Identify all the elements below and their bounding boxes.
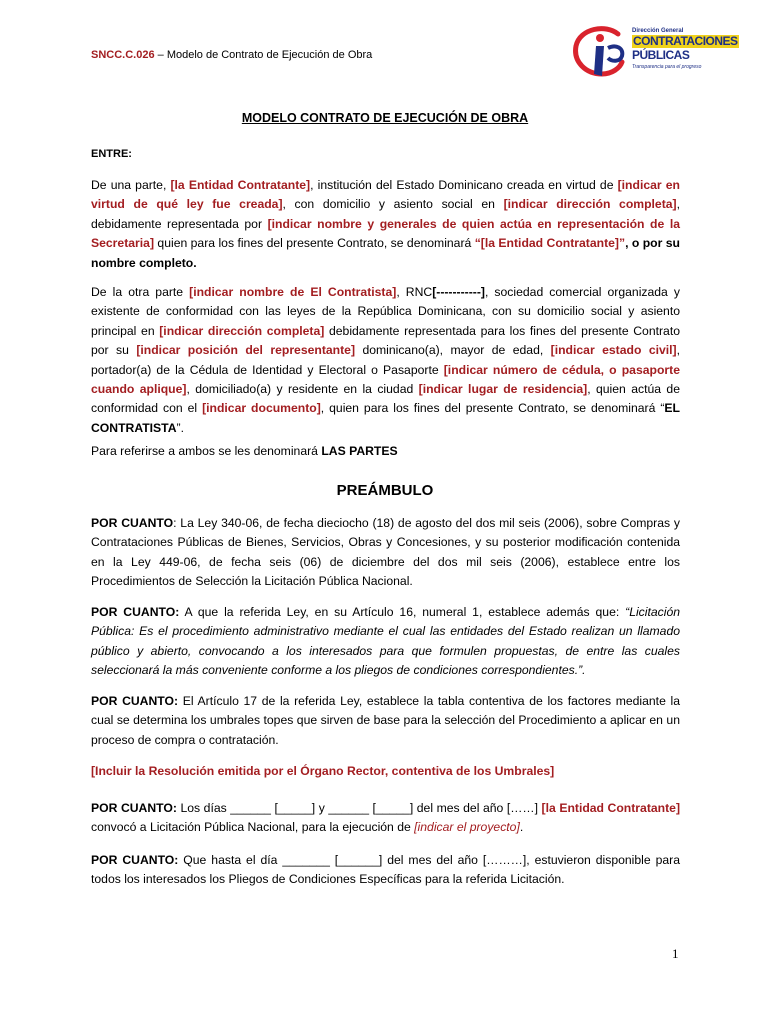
paragraph-las-partes	[91, 442, 680, 461]
placeholder-field: [indicar estado civil]	[550, 343, 677, 358]
dgcp-logo	[572, 24, 738, 80]
text-run: debidamente representada para los fines del presente Contrato por su	[91, 323, 680, 358]
logo-line-2: CONTRATACIONES	[633, 34, 738, 48]
text-run: dominicano(a), mayor de edad,	[355, 343, 551, 358]
paragraph-por-cuanto-2	[91, 603, 680, 681]
text-run: .	[519, 820, 524, 835]
placeholder-field: [indicar lugar de residencia]	[418, 382, 588, 397]
logo-tagline: Transparencia para el progreso	[632, 64, 702, 70]
text-run: , portador(a) de la Cédula de Identidad y Electoral o Pasaporte	[91, 343, 680, 377]
placeholder-field: [indicar dirección completa]	[159, 323, 325, 338]
bold-run: EL CONTRATISTA	[91, 401, 680, 435]
text-run: , quien actúa de conformidad con el	[91, 382, 680, 416]
logo-emblem-icon	[572, 24, 632, 80]
document-title: MODELO CONTRATO DE EJECUCIÓN DE OBRA	[241, 111, 529, 125]
quote-run: “Licitación Pública: Es el procedimiento administrativo mediante el cual las entidades del Estado realizan un llamado público y abierto, convocando a los interesados para que formulen propuestas, de entre las cuales seleccionará la más conveniente conforme a los pliegos de condiciones correspondientes.”.	[91, 605, 681, 678]
text-run: Para referirse a ambos se les denominará	[91, 444, 322, 458]
text-run: , con domicilio y asiento social en	[282, 197, 504, 212]
placeholder-field: [la Entidad Contratante]	[541, 801, 680, 815]
text-run: De una parte,	[91, 178, 171, 192]
por-cuanto-label: POR CUANTO:	[91, 853, 179, 867]
paragraph-por-cuanto-1	[91, 514, 680, 592]
bold-run: , o por su nombre completo.	[91, 236, 680, 270]
text-run: , institución del Estado Dominicano creada en virtud de	[310, 178, 618, 192]
placeholder-field: [indicar nombre y generales de quien actúa en representación de la Secretaria]	[91, 216, 680, 251]
text-run: , sociedad comercial organizada y existente de conformidad con las leyes de la República Dominicana, con su domicilio social y asiento principal en	[91, 285, 681, 338]
text-run: El Artículo 17 de la referida Ley, establece la tabla contentiva de los factores mediante la cual se determina los umbrales topes que sirven de base para la selección del Procedimiento a aplicar en un proceso de compra o contratación.	[91, 694, 680, 747]
text-run: , RNC	[396, 285, 433, 299]
text-run: Que hasta el día _______ [______] del mes del año [………], estuvieron disponible para todos los interesados los Pliegos de Condiciones Específicas para la referida Licitación.	[91, 853, 681, 887]
placeholder-field: [indicar en virtud de qué ley fue creada]	[91, 178, 680, 212]
paragraph-por-cuanto-5	[91, 851, 680, 890]
bold-run: LAS PARTES	[321, 444, 398, 458]
text-run: , domiciliado(a) y residente en la ciudad	[186, 382, 419, 397]
document-code: SNCC.C.026	[91, 49, 155, 61]
placeholder-field: [indicar documento]	[202, 401, 321, 416]
text-run: , quien para los fines del presente Contrato, se denominará “	[320, 401, 665, 416]
logo-line-3: PÚBLICAS	[632, 48, 690, 62]
por-cuanto-label: POR CUANTO:	[91, 605, 180, 619]
placeholder-field: [indicar nombre de El Contratista]	[189, 285, 397, 299]
placeholder-field: [la Entidad Contratante]	[170, 178, 311, 192]
note-umbrales	[91, 762, 680, 781]
text-run: , debidamente representada por	[91, 197, 680, 231]
text-run: A que la referida Ley, en su Artículo 16, numeral 1, establece además que:	[179, 605, 626, 619]
paragraph-por-cuanto-3	[91, 692, 680, 750]
text-run: De la otra parte	[91, 285, 190, 299]
placeholder-field: [indicar número de cédula, o pasaporte cuando aplique]	[91, 362, 680, 397]
placeholder-field: [indicar el proyecto]	[414, 820, 520, 835]
text-run: quien para los fines del presente Contrato, se denominará	[154, 236, 475, 251]
placeholder-field: [indicar posición del representante]	[136, 343, 356, 358]
header-separator: –	[154, 49, 167, 61]
logo-line-1: Dirección General	[632, 28, 684, 34]
por-cuanto-label: POR CUANTO:	[91, 694, 179, 708]
section-title-preambulo: PREÁMBULO	[336, 482, 434, 499]
placeholder-field: [indicar dirección completa]	[503, 197, 677, 212]
page-number: 1	[672, 946, 679, 961]
placeholder-field: [Incluir la Resolución emitida por el Órgano Rector, contentiva de los Umbrales]	[91, 764, 555, 778]
placeholder-field: “[la Entidad Contratante]”	[474, 236, 626, 251]
entre-label: ENTRE:	[91, 148, 132, 160]
text-run: ”.	[176, 420, 184, 435]
text-run: Los días ______ [_____] y ______ [_____] del mes del año [……]	[176, 801, 542, 815]
por-cuanto-label: POR CUANTO	[91, 516, 174, 530]
paragraph-entidad-contratante	[91, 176, 680, 273]
text-run: : La Ley 340-06, de fecha dieciocho (18) de agosto del dos mil seis (2006), sobre Compras y Contrataciones Públicas de Bienes, Servicios, Obras y Concesiones, y su posterior modificación contenida en la Ley 449-06, de fecha seis (06) de diciembre del dos mil seis (2006), establece entre los Procedimientos de Selección la Licitación Pública Nacional.	[91, 516, 680, 589]
paragraph-por-cuanto-4	[91, 799, 680, 838]
bold-run: [-----------]	[432, 285, 485, 299]
header-subtitle: Modelo de Contrato de Ejecución de Obra	[166, 49, 373, 61]
running-header	[91, 49, 372, 61]
paragraph-contratista	[91, 283, 680, 438]
por-cuanto-label: POR CUANTO:	[91, 801, 177, 815]
text-run: convocó a Licitación Pública Nacional, para la ejecución de	[91, 820, 415, 835]
